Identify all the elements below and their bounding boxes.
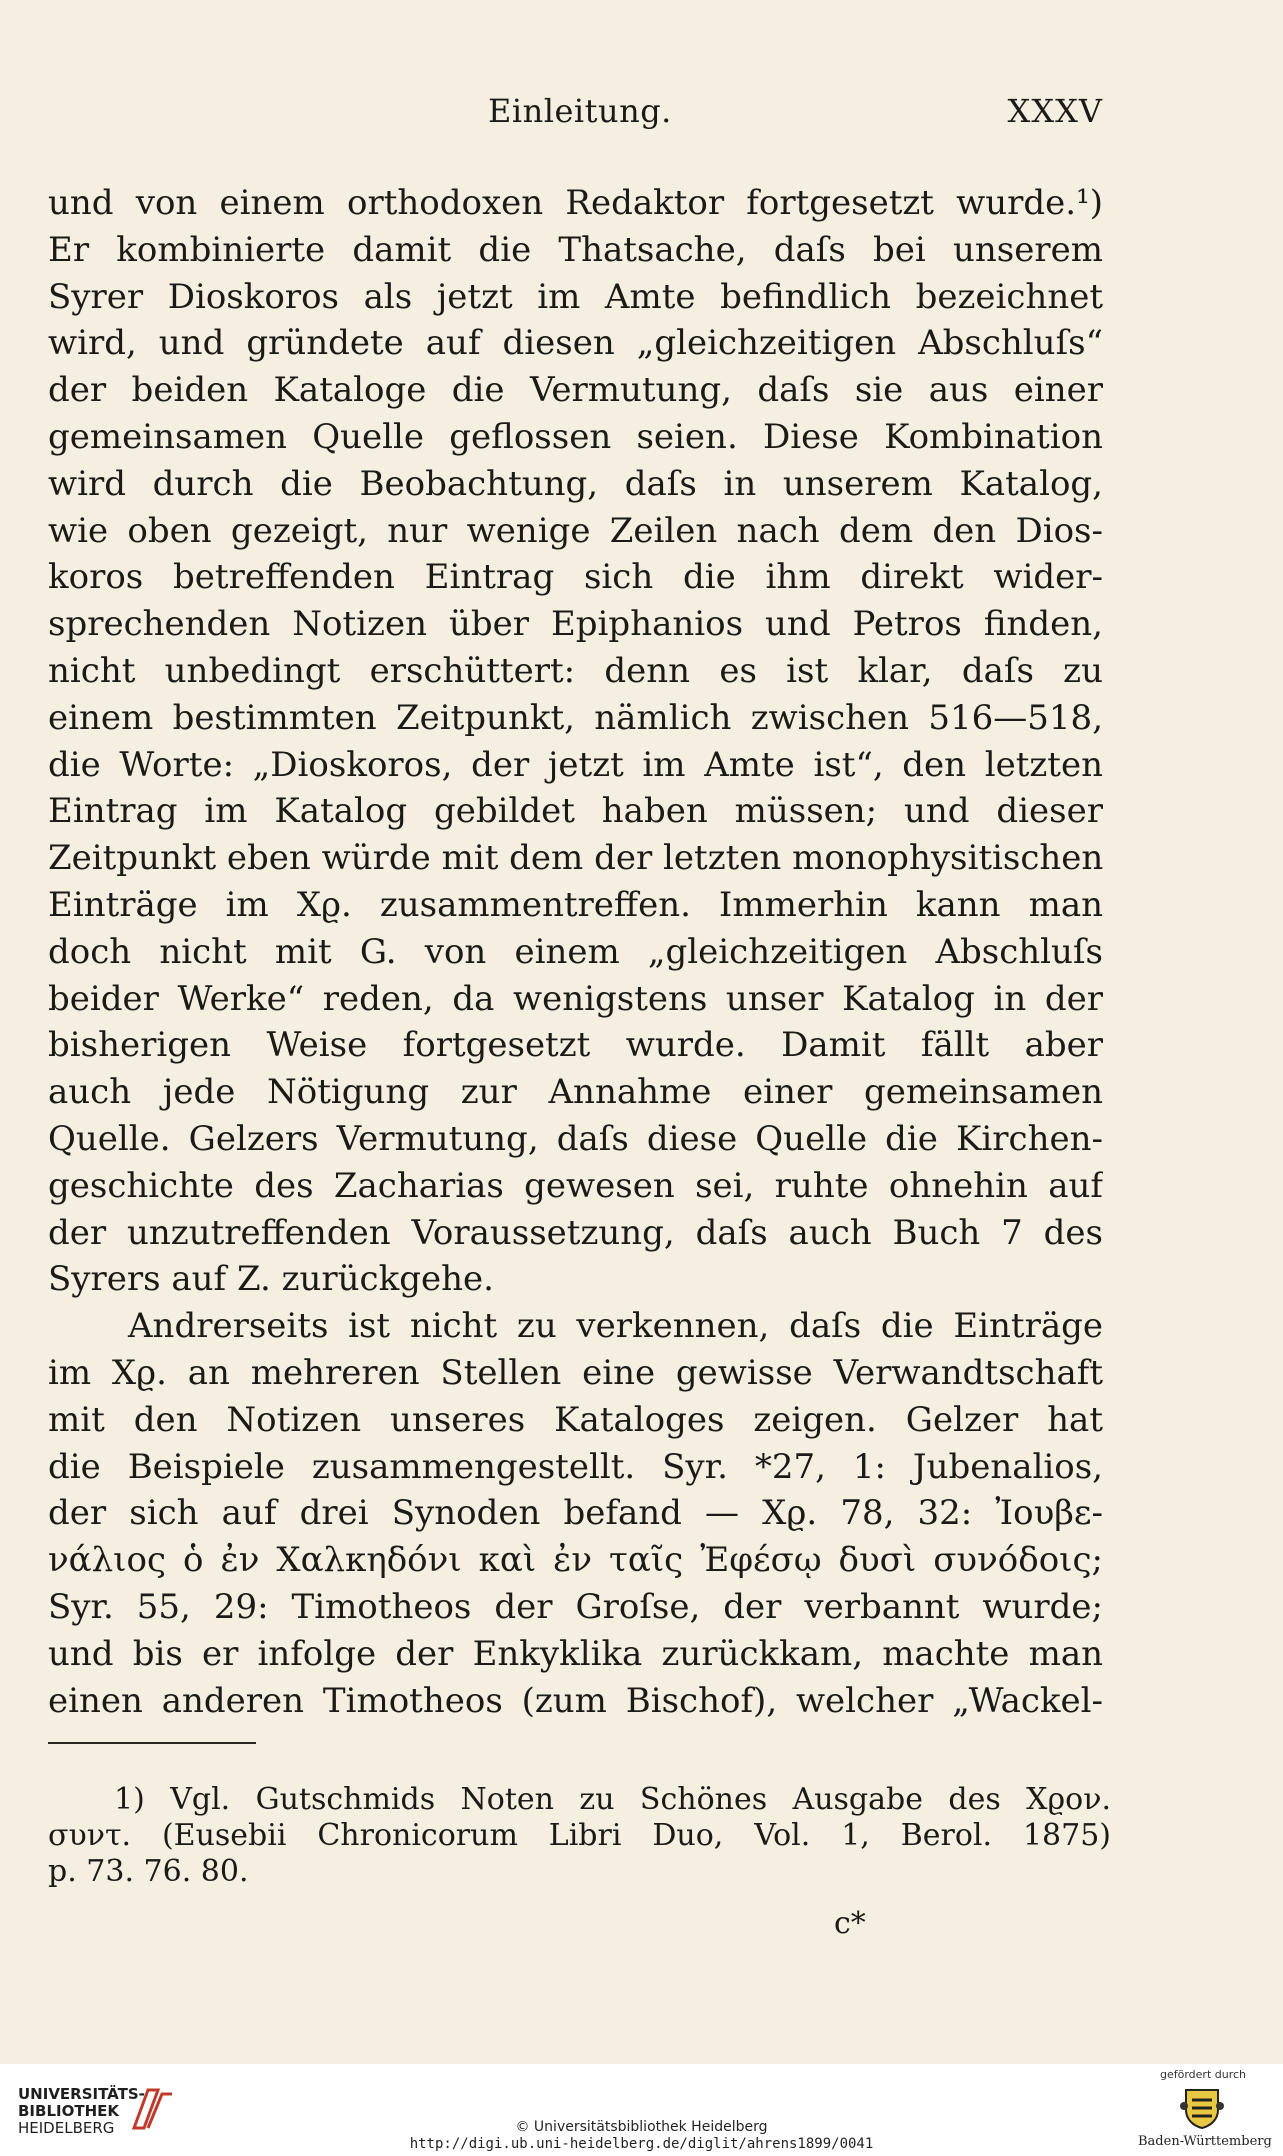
signature-mark: c* [834, 1906, 866, 1941]
library-name-line: UNIVERSITÄTS- [18, 2085, 145, 2103]
text-line: mit den Notizen unseres Kataloges zeigen. Gelzer hat [48, 1399, 1103, 1440]
copyright-notice: © Universitätsbibliothek Heidelberg [515, 2119, 768, 2135]
library-name-line: BIBLIOTHEK [18, 2102, 119, 2120]
footnote-line: συντ. (Eusebii Chronicorum Libri Duo, Vol. 1, Berol. 1875) [48, 1818, 1111, 1853]
text-line: Quelle. Gelzers Vermutung, daſs diese Quelle die Kirchen- [48, 1118, 1103, 1159]
text-line: der unzutreffenden Voraussetzung, daſs auch Buch 7 des [48, 1212, 1103, 1253]
page-number: XXXV [1007, 92, 1103, 130]
coat-of-arms-icon [1180, 2084, 1224, 2134]
body-text [48, 180, 1103, 1724]
library-name-line: HEIDELBERG [18, 2119, 115, 2137]
text-line: bisherigen Weise fortgesetzt wurde. Damit fällt aber [48, 1025, 1103, 1066]
text-line: wird, und gründete auf diesen „gleichzeitigen Abschluſs“ [48, 323, 1103, 364]
text-line: Einträge im Χϱ. zusammentreffen. Immerhin kann man [48, 884, 1103, 925]
text-line: nicht unbedingt erschüttert: denn es ist klar, daſs zu [48, 650, 1103, 691]
footnote [48, 1782, 1111, 1890]
source-url[interactable]: http://digi.ub.uni-heidelberg.de/diglit/ahrens1899/0041 [409, 2136, 874, 2152]
text-line: der beiden Kataloge die Vermutung, daſs sie aus einer [48, 370, 1103, 411]
text-line: sprechenden Notizen über Epiphanios und Petros finden, [48, 604, 1103, 645]
funder-label: gefördert durch [1160, 2068, 1247, 2081]
text-line: der sich auf drei Synoden befand — Χϱ. 78, 32: Ἰουβε- [48, 1493, 1103, 1534]
funder-name: Baden-Württemberg [1138, 2134, 1272, 2149]
running-header [48, 92, 1103, 142]
text-line: Syr. 55, 29: Timotheos der Groſse, der verbannt wurde; [48, 1586, 1103, 1627]
text-line: die Worte: „Dioskoros, der jetzt im Amte ist“, den letzten [48, 744, 1103, 785]
text-line: und von einem orthodoxen Redaktor fortgesetzt wurde.¹) [48, 183, 1103, 223]
text-line: koros betreffenden Eintrag sich die ihm direkt wider- [48, 557, 1103, 598]
text-line: geschichte des Zacharias gewesen sei, ruhte ohnehin auf [48, 1165, 1103, 1206]
footnote-line: 1) Vgl. Gutschmids Noten zu Schönes Ausgabe des Χϱον. [114, 1782, 1111, 1817]
text-line: auch jede Nötigung zur Annahme einer gemeinsamen [48, 1072, 1103, 1113]
text-line: Andrerseits ist nicht zu verkennen, daſs die Einträge [128, 1306, 1103, 1347]
footnote-divider [48, 1742, 256, 1744]
text-line: und bis er infolge der Enkyklika zurückkam, machte man [48, 1633, 1103, 1674]
text-line: einen anderen Timotheos (zum Bischof), welcher „Wackel- [48, 1680, 1103, 1721]
text-line: wie oben gezeigt, nur wenige Zeilen nach dem den Dios- [48, 510, 1103, 551]
text-line: gemeinsamen Quelle geflossen seien. Diese Kombination [48, 416, 1103, 457]
text-line: Eintrag im Katalog gebildet haben müssen; und dieser [48, 791, 1103, 832]
footnote-line: p. 73. 76. 80. [48, 1854, 249, 1889]
text-line: die Beispiele zusammengestellt. Syr. *27, 1: Jubenalios, [48, 1446, 1103, 1487]
text-line: Er kombinierte damit die Thatsache, daſs bei unserem [48, 229, 1103, 270]
text-line: einem bestimmten Zeitpunkt, nämlich zwischen 516—518, [48, 697, 1103, 738]
text-line: Zeitpunkt eben würde mit dem der letzten monophysitischen [48, 838, 1103, 879]
text-line: im Χϱ. an mehreren Stellen eine gewisse Verwandtschaft [48, 1352, 1103, 1393]
text-line: wird durch die Beobachtung, daſs in unserem Katalog, [48, 463, 1103, 504]
text-line: νάλιος ὁ ἐν Χαλκηδόνι καὶ ἐν ταῖς Ἐφέσῳ δυσὶ συνόδοις; [48, 1540, 1103, 1581]
text-line: doch nicht mit G. von einem „gleichzeitigen Abschluſs [48, 931, 1103, 972]
text-line: beider Werke“ reden, da wenigstens unser Katalog in der [48, 978, 1103, 1019]
running-title: Einleitung. [488, 92, 672, 130]
text-line: Syrer Dioskoros als jetzt im Amte befindlich bezeichnet [48, 276, 1103, 317]
text-line: Syrers auf Z. zurückgehe. [48, 1259, 494, 1300]
digitization-footer [0, 2064, 1283, 2156]
